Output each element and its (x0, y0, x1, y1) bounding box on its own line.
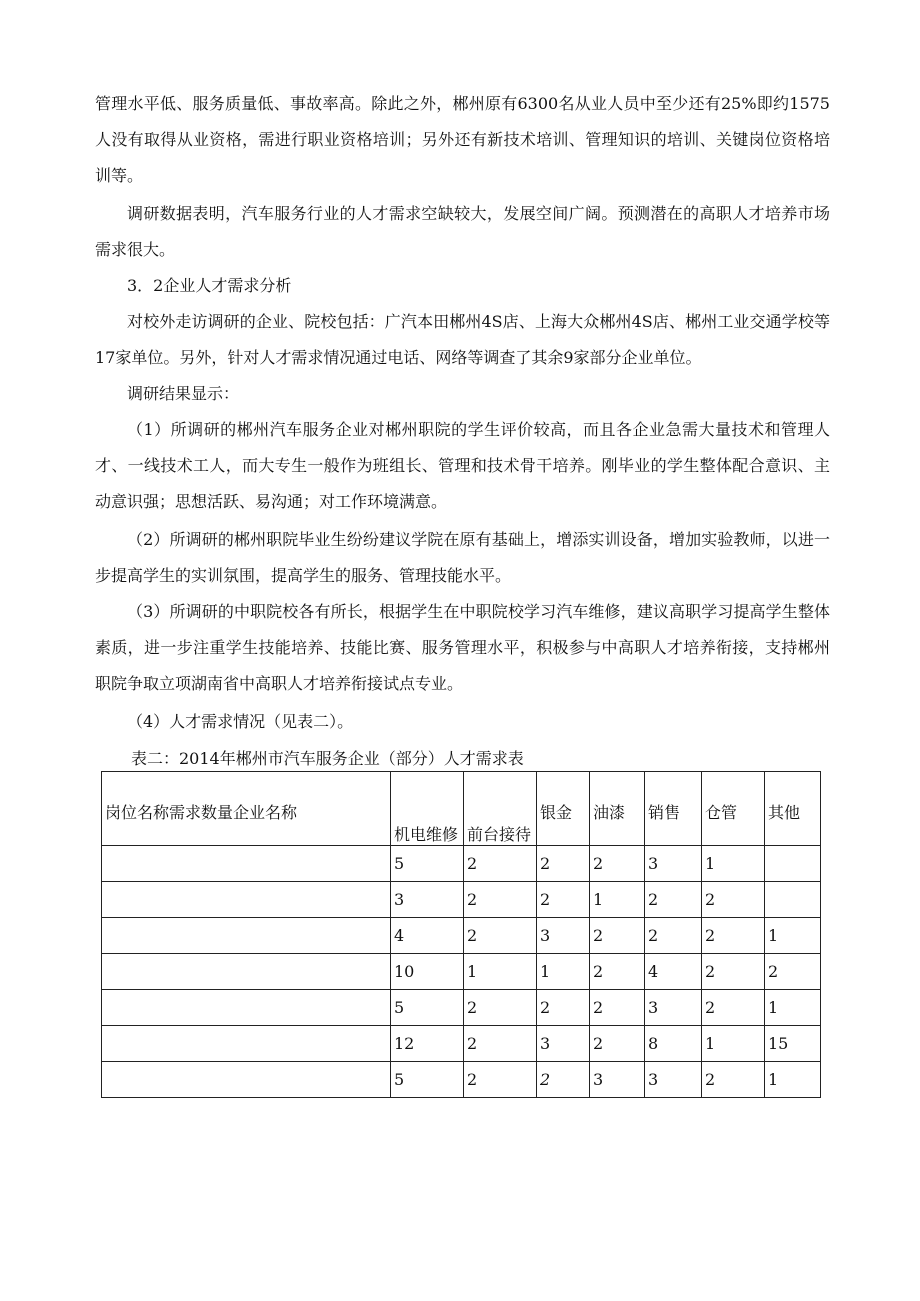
column-header-sales: 销售 (645, 772, 702, 846)
table-cell: 2 (702, 1062, 765, 1098)
paragraph-result-1: （1）所调研的郴州汽车服务企业对郴州职院的学生评价较高，而且各企业急需大量技术和管理人才、一线技术工人，而大专生一般作为班组长、管理和技术骨干培养。刚毕业的学生整体配合意识、主动意识强；思想活跃、易沟通；对工作环境满意。 (95, 420, 830, 511)
table-row (102, 846, 821, 882)
paragraph-surveyed-units: 对校外走访调研的企业、院校包括：广汽本田郴州4S店、上海大众郴州4S店、郴州工业交通学校等17家单位。另外，针对人才需求情况通过电话、网络等调查了其余9家部分企业单位。 (95, 312, 830, 367)
table-caption: 表二：2014年郴州市汽车服务企业（部分）人才需求表 (131, 749, 524, 768)
table-cell: 3 (391, 882, 464, 918)
company-cell (102, 846, 391, 882)
table-cell: 2 (645, 882, 702, 918)
table-cell: 5 (391, 1062, 464, 1098)
table-cell: 2 (537, 1062, 590, 1098)
table-cell: 2 (702, 918, 765, 954)
table-cell: 2 (702, 882, 765, 918)
table-cell: 2 (537, 990, 590, 1026)
table-cell: 15 (765, 1026, 821, 1062)
table-row (102, 882, 821, 918)
table-cell: 3 (537, 1026, 590, 1062)
section-heading-enterprise-analysis: 3．2企业人才需求分析 (127, 276, 292, 295)
table-cell: 2 (464, 1026, 537, 1062)
company-cell (102, 954, 391, 990)
table-cell: 5 (391, 990, 464, 1026)
table-cell: 5 (391, 846, 464, 882)
company-cell (102, 882, 391, 918)
table-cell: 2 (590, 846, 645, 882)
table-cell: 1 (702, 846, 765, 882)
table-cell: 3 (590, 1062, 645, 1098)
paragraph-results-intro: 调研结果显示： (127, 384, 240, 403)
table-cell: 2 (464, 846, 537, 882)
table-cell: 1 (537, 954, 590, 990)
table-cell: 1 (702, 1026, 765, 1062)
table-cell: 1 (765, 990, 821, 1026)
table-cell: 2 (537, 846, 590, 882)
company-cell (102, 990, 391, 1026)
table-header-row (102, 772, 821, 846)
table-cell: 12 (391, 1026, 464, 1062)
table-cell (765, 882, 821, 918)
table-cell: 1 (765, 918, 821, 954)
table-cell: 2 (702, 990, 765, 1026)
table-row (102, 1026, 821, 1062)
table-cell: 2 (590, 918, 645, 954)
table-cell: 2 (590, 954, 645, 990)
table-cell: 8 (645, 1026, 702, 1062)
corner-header: 岗位名称需求数量企业名称 (102, 772, 391, 846)
table-cell: 4 (391, 918, 464, 954)
table-cell: 3 (537, 918, 590, 954)
table-cell: 2 (590, 990, 645, 1026)
column-header-warehouse: 仓管 (702, 772, 765, 846)
paragraph-result-2: （2）所调研的郴州职院毕业生纷纷建议学院在原有基础上，增添实训设备，增加实验教师，以进一步提高学生的实训氛围，提高学生的服务、管理技能水平。 (95, 530, 830, 585)
table-cell: 1 (464, 954, 537, 990)
table-cell: 3 (645, 1062, 702, 1098)
company-cell (102, 918, 391, 954)
table-cell: 1 (765, 1062, 821, 1098)
column-header-electromechanical-repair: 机电维修 (391, 772, 464, 846)
column-header-sheet-metal: 银金 (537, 772, 590, 846)
paragraph-training-needs: 管理水平低、服务质量低、事故率高。除此之外，郴州原有6300名从业人员中至少还有25%即约1575人没有取得从业资格，需进行职业资格培训；另外还有新技术培训、管理知识的培训、关键岗位资格培训等。 (95, 94, 830, 185)
table-row (102, 990, 821, 1026)
table-cell: 3 (645, 846, 702, 882)
table-cell: 2 (464, 918, 537, 954)
table-cell: 2 (464, 1062, 537, 1098)
table-cell: 2 (464, 882, 537, 918)
table-cell: 2 (464, 990, 537, 1026)
table-row (102, 1062, 821, 1098)
table-row (102, 954, 821, 990)
table-cell: 2 (590, 1026, 645, 1062)
table-cell: 1 (590, 882, 645, 918)
column-header-front-desk: 前台接待 (464, 772, 537, 846)
table-row (102, 918, 821, 954)
table-cell: 2 (765, 954, 821, 990)
table-cell: 3 (645, 990, 702, 1026)
paragraph-result-3: （3）所调研的中职院校各有所长，根据学生在中职院校学习汽车维修，建议高职学习提高学生整体素质，进一步注重学生技能培养、技能比赛、服务管理水平，积极参与中高职人才培养衔接，支持郴州职院争取立项湖南省中高职人才培养衔接试点专业。 (95, 602, 830, 693)
column-header-paint: 油漆 (590, 772, 645, 846)
company-cell (102, 1026, 391, 1062)
paragraph-result-4: （4）人才需求情况（见表二）。 (127, 712, 354, 731)
table-cell: 10 (391, 954, 464, 990)
table-cell: 4 (645, 954, 702, 990)
table-cell: 2 (645, 918, 702, 954)
paragraph-survey-conclusion: 调研数据表明，汽车服务行业的人才需求空缺较大，发展空间广阔。预测潜在的高职人才培养市场需求很大。 (95, 204, 830, 259)
table-cell: 2 (702, 954, 765, 990)
company-cell (102, 1062, 391, 1098)
talent-demand-table (101, 771, 821, 1098)
column-header-other: 其他 (765, 772, 821, 846)
table-cell (765, 846, 821, 882)
table-cell: 2 (537, 882, 590, 918)
